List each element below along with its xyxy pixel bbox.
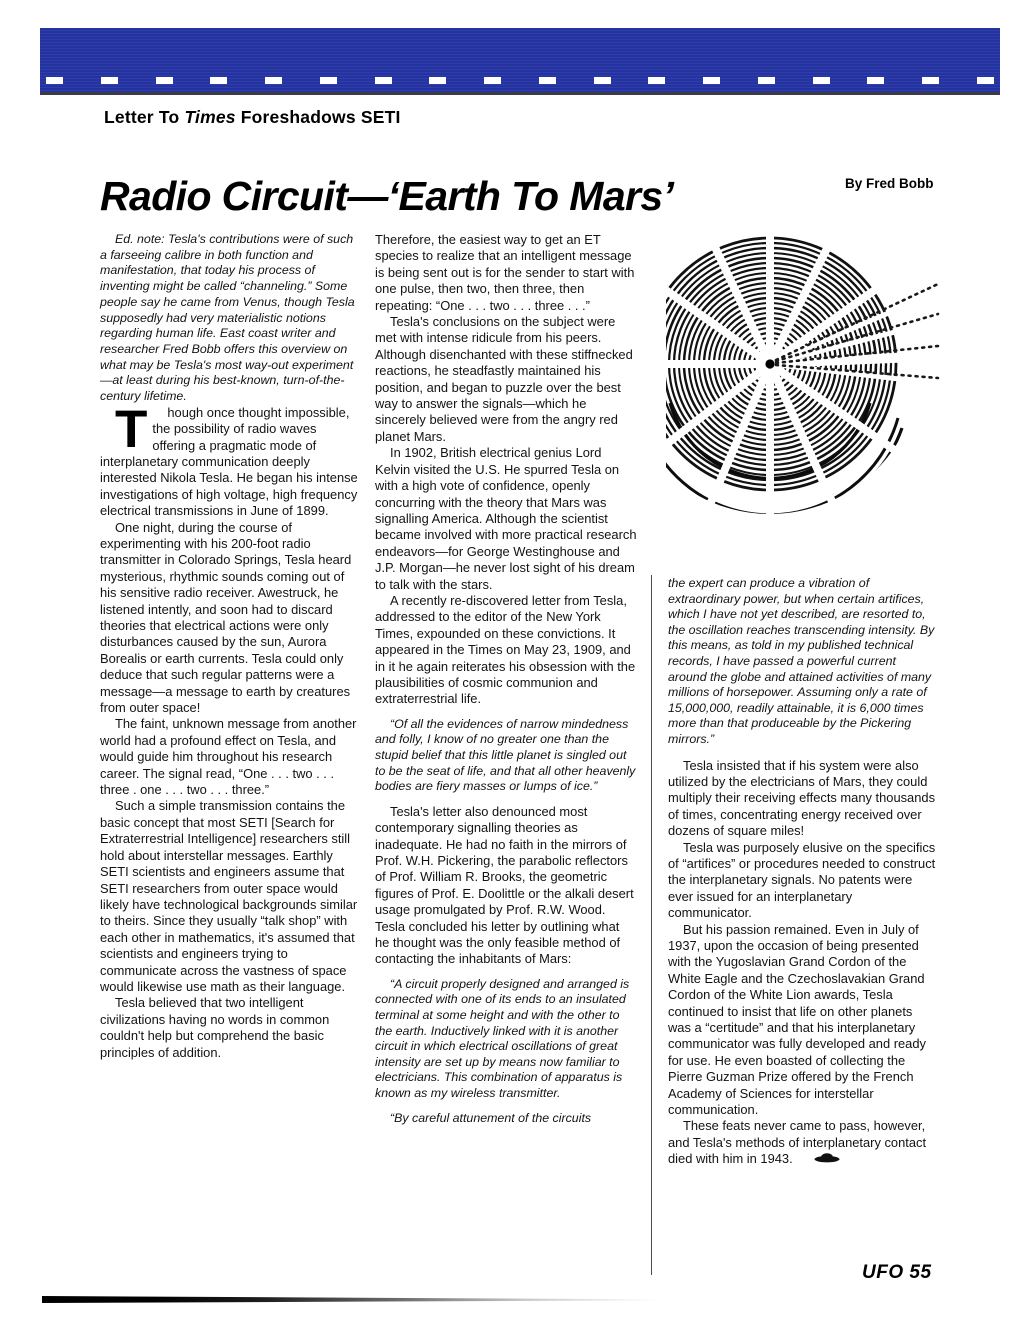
col3-letter-quote-continued: the expert can produce a vibration of extraordinary power, but when certain artifices, which I have not yet described, are resorted to, the oscillation reaches transcending intensity. By this means, as told in my published technical records, I have passed a powerful current around the globe and attained activities of many millions of horsepower. Assuming only a rate of 15,000,000, readily attainable, it is 6,000 times more than that produceable by the Pickering mirrors.” bbox=[668, 576, 935, 746]
kicker-text-italic: Times bbox=[184, 107, 236, 127]
col2-paragraph-3: In 1902, British electrical genius Lord Kelvin visited the U.S. He spurred Tesla on with a high vote of confidence, openly concurring with the theory that Mars was signalling America. Although the scientist became involved with more practical research endeavors—for George Westinghouse and J.P. Morgan—he never lost sight of his dream to talk with the stars. bbox=[375, 445, 637, 592]
dash-mark bbox=[922, 77, 939, 84]
dash-mark bbox=[539, 77, 556, 84]
flying-saucer-icon bbox=[799, 1152, 825, 1163]
col3-paragraph-3: But his passion remained. Even in July of 1937, upon the occasion of being presented with the Yugoslavian Grand Cordon of the White Eagle and the Czechoslavakian Grand Cordon of the White Lion awards, Tesla continued to insist that life on other planets was a “certitude” and that his interplanetary communicator was fully developed and ready for use. He even boasted of collecting the Pierre Guzman Prize offered by the French Academy of Sciences for interstellar communication. bbox=[668, 921, 926, 1118]
col3-paragraph-1: Tesla insisted that if his system were also utilized by the electricians of Mars, they could multiply their receiving effects many thousands of times, concentrating energy received over dozens of square miles! bbox=[668, 757, 936, 839]
dash-mark bbox=[320, 77, 337, 84]
col1-paragraph-2: One night, during the course of experimenting with his 200-foot radio transmitter in Colorado Springs, Tesla heard mysterious, rhythmic sounds coming out of his sensitive radio receiver. Awestruck, he listened intently, and soon had to discard theories that electrical actions were only disturbances caused by the sun, Aurora Borealis or earth currents. Tesla could only deduce that such regular patterns were a message—a message to earth by creatures from outer space! bbox=[100, 519, 352, 716]
dash-mark bbox=[156, 77, 173, 84]
hub-dot bbox=[765, 359, 774, 368]
col1-paragraph-5: Tesla believed that two intelligent civilizations having no words in common couldn't help but comprehend the basic principles of addition. bbox=[100, 995, 330, 1060]
article-byline: By Fred Bobb bbox=[845, 176, 934, 191]
column-one bbox=[100, 232, 358, 1061]
header-blue-band bbox=[40, 28, 1000, 92]
page-title: Radio Circuit—‘Earth To Mars’ bbox=[100, 173, 674, 220]
col2-paragraph-1: Therefore, the easiest way to get an ET species to realize that an intelligent message is being sent out is for the sender to start with one pulse, then two, then three, then repeating: “One . . . two . . . three . . .” bbox=[375, 232, 635, 313]
folio-page-number: UFO 55 bbox=[862, 1262, 932, 1283]
col2-paragraph-2: Tesla's conclusions on the subject were met with intense ridicule from his peers. Although disenchanted with these stiffnecked reactions, he steadfastly maintained his position, and began to puzzle over the best way to answer the signals—which he sincerely believed were from the angry red planet Mars. bbox=[375, 314, 633, 444]
dash-mark bbox=[758, 77, 775, 84]
column-divider-rule bbox=[651, 575, 652, 1275]
col2-letter-quote-2: “By careful attunement of the circuits bbox=[390, 1110, 592, 1125]
dash-mark bbox=[648, 77, 665, 84]
column-three bbox=[668, 576, 936, 1168]
dash-mark bbox=[429, 77, 446, 84]
dash-mark bbox=[813, 77, 830, 84]
dash-mark bbox=[210, 77, 227, 84]
column-two bbox=[375, 232, 637, 1135]
dash-mark bbox=[484, 77, 501, 84]
dash-mark bbox=[594, 77, 611, 84]
dash-mark bbox=[703, 77, 720, 84]
band-shadow bbox=[40, 92, 1000, 95]
col1-paragraph-1 bbox=[100, 399, 358, 520]
radial-spiral-icon bbox=[666, 228, 942, 560]
col2-letter-quote-1: “A circuit properly designed and arranged is connected with one of its ends to an insulated terminal at some height and with the other to the earth. Inductively linked with it is another circuit in which electrical oscillations of great intensity are set up by means now familiar to electricians. This combination of apparatus is known as my wireless transmitter. bbox=[375, 976, 630, 1100]
dash-mark bbox=[101, 77, 118, 84]
footer-tapered-rule bbox=[42, 1296, 662, 1303]
col1-paragraph-4: Such a simple transmission contains the basic concept that most SETI [Search for Extraterrestrial Intelligence] researchers still hold about interstellar messages. Earthly SETI scientists and engineers assume that SETI researchers from outer space would likely have technological backgrounds similar to theirs. Since they usually “talk shop” with each other in mathematics, it's assumed that scientists and engineers trying to communicate across the vastness of space would likewise use math as their language. bbox=[100, 798, 358, 994]
col1-paragraph-1-text: hough once thought impossible, the possibility of radio waves offering a pragmatic mode of interplanetary communication deeply interested Nikola Tesla. He began his intense investigations of high voltage, high frequency electrical transmissions in June of 1899. bbox=[100, 404, 358, 519]
radial-spiral-illustration bbox=[666, 228, 942, 560]
col3-paragraph-4-text: These feats never came to pass, however, and Tesla's methods of interplanetary contact died with him in 1943. bbox=[668, 1118, 927, 1167]
dash-row bbox=[40, 77, 1000, 84]
col2-paragraph-4: A recently re-discovered letter from Tesla, addressed to the editor of the New York Times, expounded on these convictions. It appeared in the Times on May 23, 1909, and in it he again reiterates his obsession with the plausibilities of cosmic communion and extraterrestrial life. bbox=[375, 592, 636, 707]
dash-mark bbox=[46, 77, 63, 84]
dash-mark bbox=[977, 77, 994, 84]
kicker-text-before: Letter To bbox=[104, 107, 185, 127]
dash-mark bbox=[265, 77, 282, 84]
col2-paragraph-5: Tesla's letter also denounced most contemporary signalling theories as inadequate. He had no faith in the mirrors of Prof. W.H. Pickering, the parabolic reflectors of Prof. William R. Brooks, the geometric figures of Prof. E. Doolittle or the alkali desert usage promulgated by Prof. R.W. Wood. Tesla concluded his letter by outlining what he thought was the only feasible method of contacting the inhabitants of Mars: bbox=[375, 803, 634, 967]
col1-paragraph-3: The faint, unknown message from another world had a profound effect on Tesla, and would guide him throughout his research career. The signal read, “One . . . two . . . three . one . . . two . . . three.” bbox=[100, 716, 357, 798]
kicker-text-after: Foreshadows SETI bbox=[235, 107, 401, 127]
col2-pullquote-1: “Of all the evidences of narrow mindedness and folly, I know of no greater one than the stupid belief that this little planet is singled out to be the seat of life, and that all other heavenly bodies are fiery masses or lumps of ice.” bbox=[375, 716, 636, 794]
editors-note: Ed. note: Tesla's contributions were of such a farseeing calibre in both function and manifestation, that today his process of inventing might be called “channeling.” Some people say he came from Venus, though Tesla supposedly had very materialistic notions regarding human life. East coast writer and researcher Fred Bobb offers this overview on what may be Tesla's most way-out experiment—at least during his best-known, turn-of-the-century lifetime. bbox=[100, 232, 355, 404]
dash-mark bbox=[375, 77, 392, 84]
article-kicker bbox=[104, 107, 401, 128]
col3-paragraph-4 bbox=[668, 1118, 936, 1167]
dash-mark bbox=[867, 77, 884, 84]
col3-paragraph-2: Tesla was purposely elusive on the specifics of “artifices” or procedures needed to construct the interplanetary signals. No patents were ever issued for an interplanetary communicator. bbox=[668, 839, 936, 921]
drop-cap: T bbox=[115, 399, 148, 459]
